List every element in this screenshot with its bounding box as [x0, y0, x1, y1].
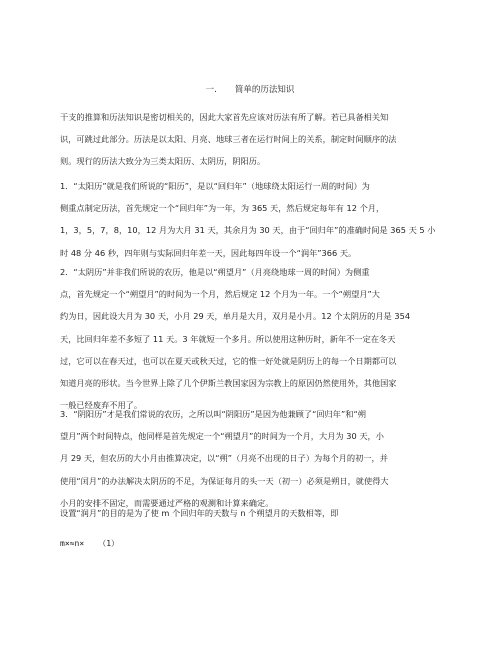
paragraph-lunar-calendar	[60, 266, 440, 421]
text-line: 望月”两个时间特点，他同样是首先规定一个“朔望月”的时间为一个月，大月为 30 天，小	[60, 431, 384, 442]
paragraph-solar-calendar	[60, 180, 440, 269]
text-line: 1，3，5，7，8，10，12 月为大月 31 天，其余月为 30 天，由于“回归年”的准确时间是 365 天 5 小	[60, 225, 436, 236]
text-line: 天，比回归年差不多短了 11 天。3 年就短一个多月。所以使用这种历时，新年不一定在冬天	[60, 333, 396, 344]
section-heading	[0, 84, 500, 96]
equation-expression: m×≈n×	[60, 539, 85, 548]
equation-line	[60, 538, 440, 560]
section-title: 简单的历法知识	[234, 85, 295, 95]
text-line: 2．“太阴历”并非我们所说的农历，他是以“朔望月”（月亮绕地球一周的时间）为侧重	[60, 267, 370, 277]
text-line: 时 48 分 46 秒，四年则与实际回归年差一天，因此每四年设一个“润年”366 天。	[60, 247, 357, 258]
text-line: 月 29 天，但农历的大小月由推算决定，以“朔”（月亮不出现的日子）为每个月的初一，并	[60, 453, 388, 464]
text-line: 使用“闰月”的办法解决太阴历的不足，为保证每月的头一天（初一）必须是朔日，就使得大	[60, 475, 389, 486]
paragraph-lunisolar-calendar	[60, 408, 440, 519]
text-line: 干支的推算和历法知识是密切相关的，因此大家首先应该对历法有所了解。若已具备相关知	[60, 112, 389, 122]
text-line: 知道月亮的形状。当今世界上除了几个伊斯兰教国家因为宗教上的原因仍然使用外，其他国家	[60, 377, 397, 388]
text-line: 一般已经废弃不用了。	[60, 400, 143, 411]
text-line: 过，它可以在春天过，也可以在夏天或秋天过，它的惟一好处就是阴历上的每一个日期都可以	[60, 355, 397, 366]
text-line: 约为日，因此设大月为 30 天，小月 29 天，单月是大月，双月是小月。12 个太阴历的月是 354	[60, 311, 411, 322]
text-line: 3．“阴阳历”才是我们常说的农历，之所以叫“阴阳历”是因为他兼顾了“回归年”和“朔	[60, 409, 366, 419]
text-line: 1．“太阳历”就是我们所说的“阳历”，是以“回归年”（地球绕太阳运行一周的时间）为	[60, 181, 370, 191]
text-line: 小月的安排不固定，而需要通过严格的观测和计算来确定。	[60, 497, 274, 508]
equation-number: （1）	[98, 539, 120, 548]
text-line: 则。现行的历法大致分为三类太阳历、太阴历，阴阳历。	[60, 156, 266, 167]
section-number: 一.	[205, 85, 217, 95]
paragraph-leap-month	[60, 507, 440, 529]
text-line: 识，可跳过此部分。历法是以太阳、月亮、地球三者在运行时间上的关系，制定时间顺序的法	[60, 134, 397, 145]
equation	[60, 538, 440, 560]
paragraph-intro	[60, 111, 440, 178]
text-line: 点，首先规定一个“朔望月”的时间为一个月，然后规定 12 个月为一年。一个“朔望月”大	[60, 289, 381, 300]
text-line: 设置“润月”的目的是为了使 m 个回归年的天数与 n 个朔望月的天数相等，即	[60, 508, 339, 518]
text-line: 侧重点制定历法，首先规定一个“回归年”为一年，为 365 天，然后规定每年有 12 个月，	[60, 203, 385, 214]
